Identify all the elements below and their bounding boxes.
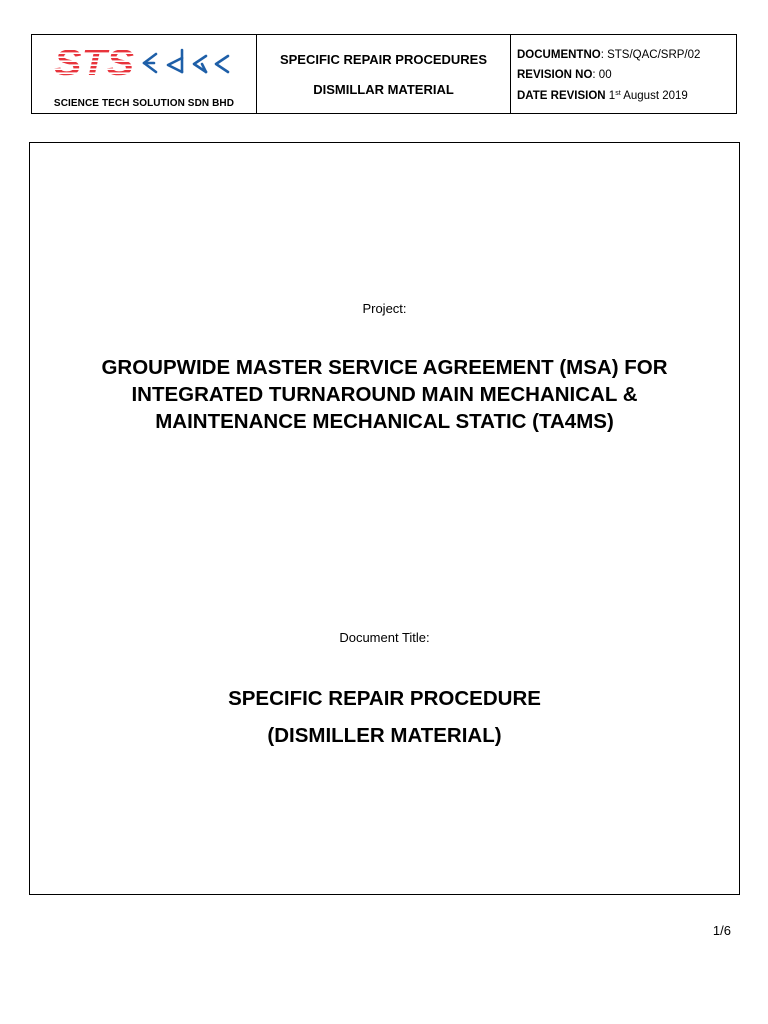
revision-number-value: : 00 bbox=[592, 69, 612, 81]
project-title-line: MAINTENANCE MECHANICAL STATIC (TA4MS) bbox=[155, 410, 614, 433]
header-info-cell bbox=[511, 35, 736, 113]
document-number-label: DOCUMENTNO bbox=[517, 49, 601, 61]
revision-number-label: REVISION NO bbox=[517, 69, 593, 81]
page-number: 1/6 bbox=[712, 923, 731, 938]
header-title-line2: DISMILLAR MATERIAL bbox=[313, 82, 454, 97]
project-title-line: GROUPWIDE MASTER SERVICE AGREEMENT (MSA) FOR bbox=[101, 356, 668, 379]
document-title bbox=[30, 680, 739, 754]
document-number bbox=[517, 49, 700, 61]
svg-text:STS: STS bbox=[54, 46, 134, 80]
date-revision-rest: August 2019 bbox=[620, 90, 688, 102]
header-logo-cell bbox=[32, 35, 257, 113]
document-title-line: (DISMILLER MATERIAL) bbox=[267, 724, 502, 747]
edac-logo-icon bbox=[140, 46, 232, 80]
date-revision-day: 1 bbox=[605, 90, 616, 102]
document-title-line: SPECIFIC REPAIR PROCEDURE bbox=[228, 687, 541, 710]
project-label: Project: bbox=[362, 301, 407, 316]
cover-content-box bbox=[29, 142, 740, 895]
header-title-cell bbox=[257, 35, 511, 113]
revision-number bbox=[517, 69, 612, 81]
document-title-label: Document Title: bbox=[339, 630, 430, 645]
project-title bbox=[30, 354, 739, 435]
date-revision bbox=[517, 90, 688, 102]
company-logo bbox=[54, 46, 232, 80]
date-revision-label: DATE REVISION bbox=[517, 90, 606, 102]
document-number-value: : STS/QAC/SRP/02 bbox=[600, 49, 701, 61]
header-title-line1: SPECIFIC REPAIR PROCEDURES bbox=[279, 52, 488, 67]
date-revision-suffix: st bbox=[615, 90, 621, 97]
project-title-line: INTEGRATED TURNAROUND MAIN MECHANICAL & bbox=[131, 383, 638, 406]
header-table bbox=[31, 34, 737, 114]
sts-logo-icon bbox=[54, 46, 138, 80]
company-name: SCIENCE TECH SOLUTION SDN BHD bbox=[53, 98, 235, 109]
